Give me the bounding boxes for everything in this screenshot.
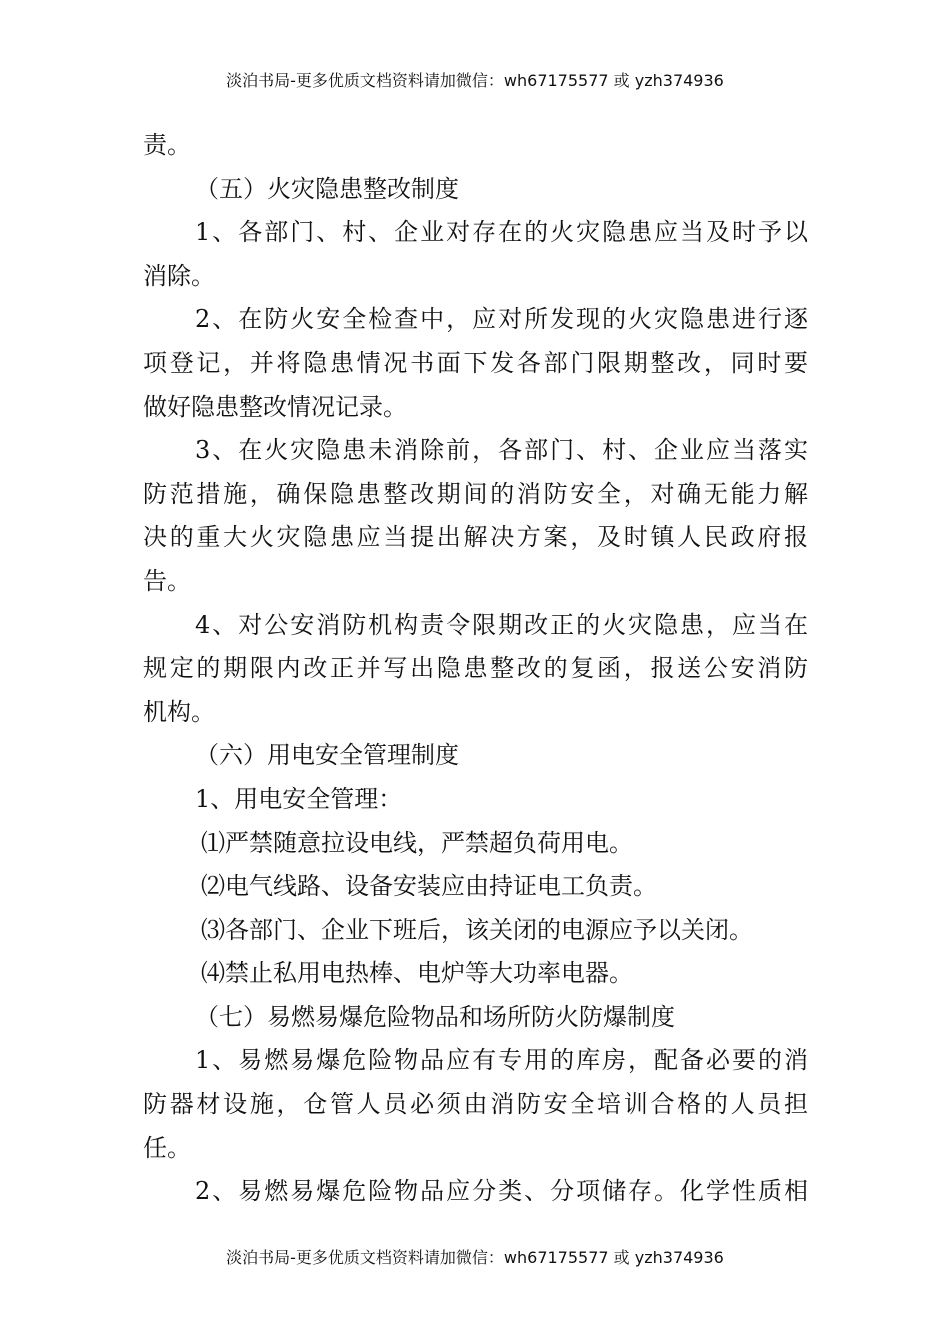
- page-footer: 淡泊书局-更多优质文档资料请加微信：wh67175577 或 yzh374936: [226, 1248, 724, 1267]
- text-line: 防器材设施，仓管人员必须由消防安全培训合格的人员担: [143, 1090, 808, 1119]
- text-line: 做好隐患整改情况记录。: [143, 392, 407, 421]
- text-line: 规定的期限内改正并写出隐患整改的复函，报送公安消防: [143, 654, 808, 683]
- text-line: 防范措施，确保隐患整改期间的消防安全，对确无能力解: [143, 479, 808, 508]
- text-line: 1、易燃易爆危险物品应有专用的库房，配备必要的消: [195, 1046, 808, 1075]
- list-item: ⑶各部门、企业下班后，该关闭的电源应予以关闭。: [201, 915, 753, 944]
- text-line: 机构。: [143, 697, 215, 726]
- text-line: 任。: [143, 1133, 191, 1162]
- text-line: 消除。: [143, 261, 215, 290]
- body-text: [143, 124, 808, 1214]
- list-item: ⑴严禁随意拉设电线，严禁超负荷用电。: [201, 828, 633, 857]
- section-heading: （七）易燃易爆危险物品和场所防火防爆制度: [195, 1002, 675, 1031]
- text-line: 告。: [143, 566, 191, 595]
- text-line: 责。: [143, 131, 191, 159]
- list-item: ⑷禁止私用电热棒、电炉等大功率电器。: [201, 959, 633, 988]
- text-line: 1、用电安全管理：: [195, 784, 403, 813]
- text-line: 1、各部门、村、企业对存在的火灾隐患应当及时予以: [195, 218, 808, 247]
- page-header: 淡泊书局-更多优质文档资料请加微信：wh67175577 或 yzh374936: [226, 71, 724, 90]
- text-line: 2、易燃易爆危险物品应分类、分项储存。化学性质相: [195, 1177, 808, 1206]
- text-line: 2、在防火安全检查中，应对所发现的火灾隐患进行逐: [195, 305, 808, 334]
- section-heading: （五）火灾隐患整改制度: [195, 174, 459, 203]
- text-line: 项登记，并将隐患情况书面下发各部门限期整改，同时要: [143, 348, 808, 377]
- list-item: ⑵电气线路、设备安装应由持证电工负责。: [201, 872, 657, 901]
- section-heading: （六）用电安全管理制度: [195, 741, 459, 770]
- text-line: 决的重大火灾隐患应当提出解决方案，及时镇人民政府报: [143, 523, 808, 552]
- text-line: 3、在火灾隐患未消除前，各部门、村、企业应当落实: [195, 436, 808, 465]
- text-line: 4、对公安消防机构责令限期改正的火灾隐患，应当在: [195, 610, 808, 639]
